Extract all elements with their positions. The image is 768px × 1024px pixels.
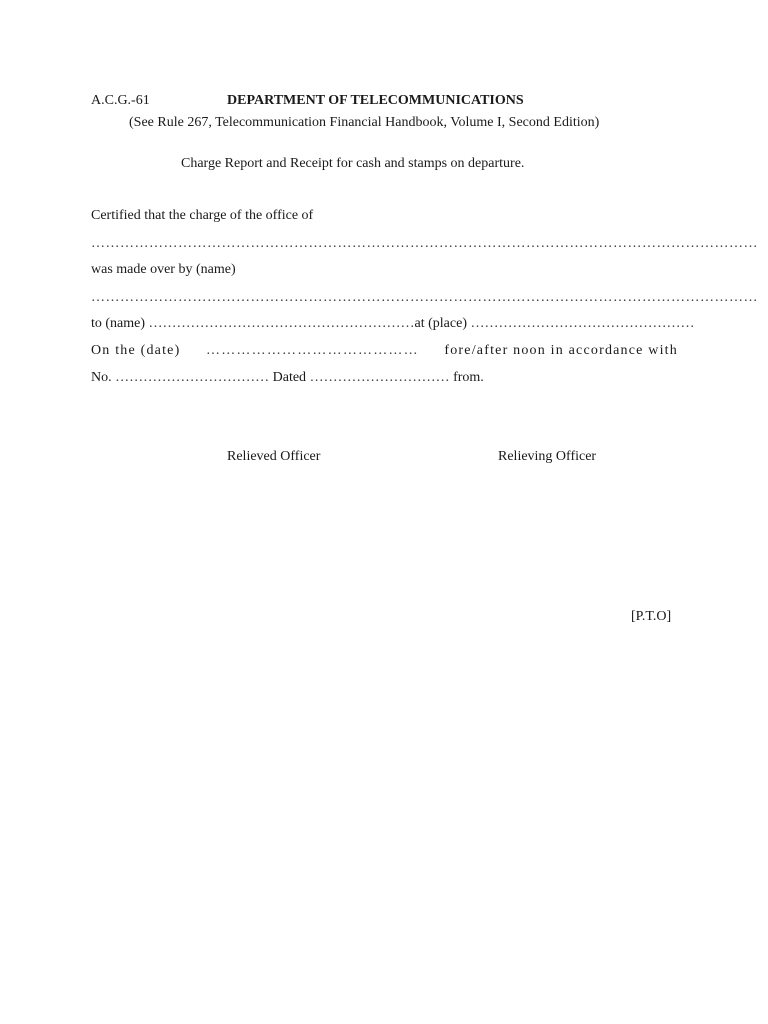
department-title: DEPARTMENT OF TELECOMMUNICATIONS — [227, 93, 524, 108]
made-over-label: was made over by (name) — [91, 262, 236, 277]
pto-marker: [P.T.O] — [631, 609, 672, 624]
no-label: No. — [91, 370, 112, 385]
officer-name-line: ………………………………………………………………………………………………………………………… — [91, 290, 758, 305]
from-label: from. — [453, 370, 484, 385]
at-place-label-text: at (place) — [414, 316, 467, 331]
dated-dots: ………………………… — [309, 370, 450, 385]
number-row — [91, 370, 484, 386]
relieving-officer-label: Relieving Officer — [498, 449, 597, 464]
fore-after-text: fore/after noon in accordance with — [444, 343, 678, 358]
office-name-line: ………………………………………………………………………………………………………………………… — [91, 236, 758, 251]
to-name-label — [91, 316, 415, 332]
on-date-label: On the (date) — [91, 343, 181, 358]
form-subtitle: Charge Report and Receipt for cash and stamps on departure. — [181, 156, 525, 171]
to-name-dots: ………………………………………………… — [148, 316, 415, 331]
on-date-row — [91, 343, 678, 359]
at-place-label — [415, 316, 695, 332]
at-place-dots: ………………………………………… — [470, 316, 695, 331]
to-name-label-text: to (name) — [91, 316, 146, 331]
to-name-row — [91, 316, 695, 332]
certified-label: Certified that the charge of the office of — [91, 208, 314, 223]
on-date-dots: …………………………………… — [206, 343, 419, 358]
no-dots: …………………………… — [115, 370, 270, 385]
dated-label: Dated — [272, 370, 307, 385]
rule-reference: (See Rule 267, Telecommunication Financial Handbook, Volume I, Second Edition) — [129, 115, 600, 130]
relieved-officer-label: Relieved Officer — [227, 449, 321, 464]
form-code: A.C.G.-61 — [91, 93, 150, 108]
